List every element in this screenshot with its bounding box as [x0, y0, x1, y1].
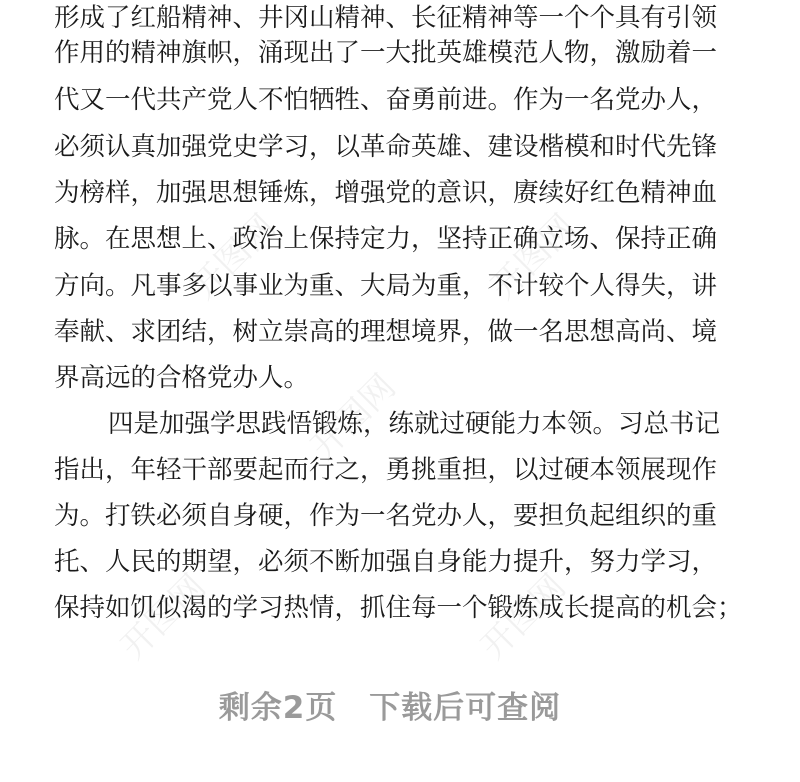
- watermark: 开图网: [303, 366, 404, 468]
- text-line: 托、人民的期望，必须不断加强自身能力提升，努力学习，: [54, 547, 718, 577]
- text-line: 形成了红船精神、井冈山精神、长征精神等一个个具有引领: [54, 3, 718, 33]
- text-line: 保持如饥似渴的学习热情，抓住每一个锻炼成长提高的机会；: [54, 593, 743, 623]
- remaining-pages-label: 剩余2页: [218, 690, 338, 726]
- text-line: 为榜样，加强思想锤炼，增强党的意识，赓续好红色精神血: [54, 178, 718, 208]
- watermark: 开图网: [483, 206, 584, 308]
- text-line: 作用的精神旗帜，涌现出了一大批英雄模范人物，激励着一: [54, 38, 718, 68]
- text-line: 界高远的合格党办人。: [54, 363, 310, 393]
- download-hint-label: 下载后可查阅: [369, 690, 562, 726]
- remaining-pages-notice[interactable]: [0, 682, 780, 727]
- text-line: 方向。凡事多以事业为重、大局为重，不计较个人得失，讲: [54, 271, 718, 301]
- text-line: 奉献、求团结，树立崇高的理想境界，做一名思想高尚、境: [54, 317, 718, 347]
- text-line: 必须认真加强党史学习，以革命英雄、建设楷模和时代先锋: [54, 132, 718, 162]
- watermark: 开图网: [473, 566, 574, 668]
- watermark: 开图网: [113, 566, 214, 668]
- text-line: 指出，年轻干部要起而行之，勇挑重担，以过硬本领展现作: [54, 455, 718, 485]
- text-line: 为。打铁必须自身硬，作为一名党办人，要担负起组织的重: [54, 501, 718, 531]
- watermark: 开图网: [183, 206, 284, 308]
- paragraph-first-line: 四是加强学思践悟锻炼，练就过硬能力本领。习总书记: [108, 409, 721, 439]
- text-line: 脉。在思想上、政治上保持定力，坚持正确立场、保持正确: [54, 224, 718, 254]
- text-line: 代又一代共产党人不怕牺牲、奋勇前进。作为一名党办人，: [54, 85, 718, 115]
